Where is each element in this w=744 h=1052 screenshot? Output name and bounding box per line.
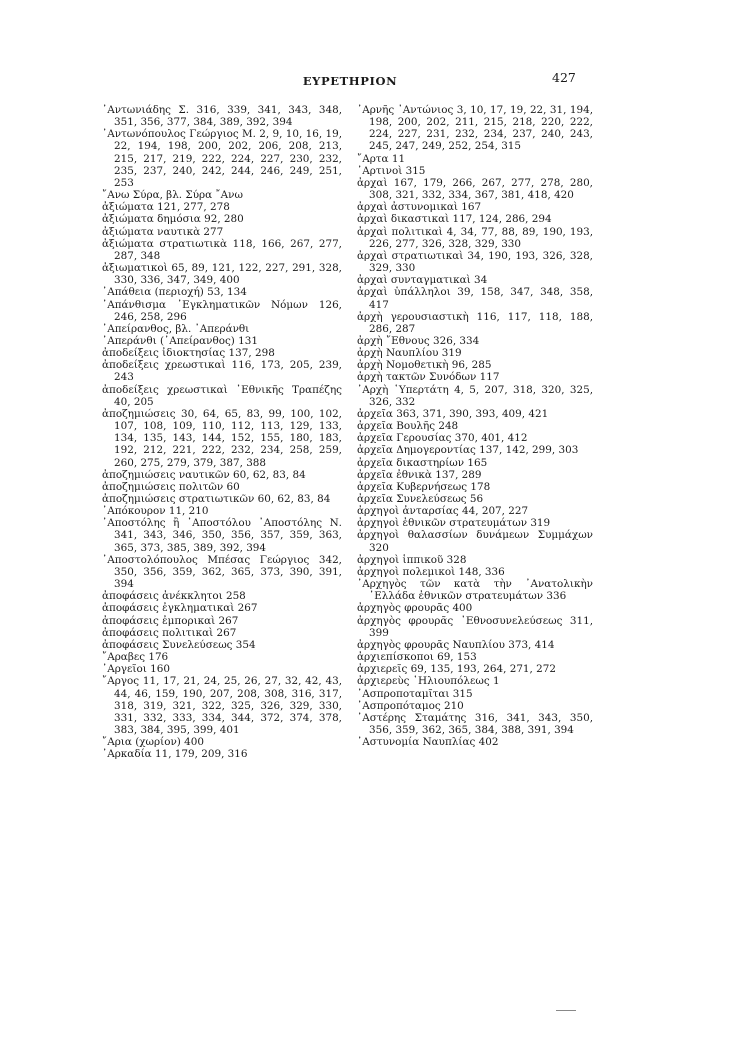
index-entry: ἀρχεῖα Γερουσίας 370, 401, 412 [357, 432, 528, 445]
index-entry: ἀρχαὶ ἀστυνομικαὶ 167 [357, 201, 482, 214]
index-entry: ἀρχεῖα ἐθνικὰ 137, 289 [357, 468, 482, 481]
index-entry: ἀξιώματα στρατιωτικὰ 118, 166, 267, 277, 287, 348 [102, 237, 342, 262]
index-entry: ᾿Αρχηγὸς τῶν κατὰ τὴν ᾿Ανατολικὴν ῾Ελλάδα ἐθνικῶν στρατευμάτων 336 [357, 578, 593, 603]
index-entry: ᾿Αντωνιάδης Σ. 316, 339, 341, 343, 348, 351, 356, 377, 384, 389, 392, 394 [102, 104, 342, 129]
index-entry: ἀρχιερεὺς ῾Ηλιουπόλεως 1 [357, 675, 500, 688]
index-entry: ᾿Απείρανθος, βλ. ᾿Απεράνθι [102, 322, 250, 335]
index-entry: ἀρχηγοὶ θαλασσίων δυνάμεων Συμμάχων 320 [357, 529, 593, 554]
index-entry: ᾿Απεράνθι (᾿Απείρανθος) 131 [102, 334, 258, 347]
index-entry: ἀρχηγὸς φρουρᾶς ᾿Εθνοσυνελεύσεως 311, 399 [357, 614, 593, 639]
index-entry: ἀποζημιώσεις στρατιωτικῶν 60, 62, 83, 84 [102, 493, 331, 505]
index-entry: ῎Αραβες 176 [102, 651, 169, 664]
index-entry: ᾿Αρχὴ ῾Υπερτάτη 4, 5, 207, 318, 320, 325, 326, 332 [357, 383, 593, 408]
index-entry: ᾿Αποστολόπουλος Μπέσας Γεώργιος 342, 350, 356, 359, 362, 365, 373, 390, 391, 394 [102, 553, 342, 591]
index-entry: ῎Αργος 11, 17, 21, 24, 25, 26, 27, 32, 42, 43, 44, 46, 159, 190, 207, 208, 308, 316, 317, 318, 319, 321, 322, 325, 326, 329, 330, 331, 332, 333, 334, 344, 372, 374, 378, 383, 384, 395, 399, 401 [102, 675, 342, 736]
index-entry: ἀρχαὶ πολιτικαὶ 4, 34, 77, 88, 89, 190, 193, 226, 277, 326, 328, 329, 330 [357, 225, 593, 250]
index-entry: ἀποφάσεις Συνελεύσεως 354 [102, 638, 256, 651]
index-entry: ᾿Απάθεια (περιοχή) 53, 134 [102, 286, 247, 299]
index-entry: ἀποφάσεις ἐγκληματικαὶ 267 [102, 602, 258, 615]
index-entry: ἀρχαὶ συνταγματικαὶ 34 [357, 274, 488, 287]
index-entry: ἀρχὴ ῎Εθνους 326, 334 [357, 334, 480, 347]
running-header-title: ΕΥΡΕΤΗΡΙΟΝ [302, 74, 398, 88]
index-entry: ἀξιώματα δημόσια 92, 280 [102, 213, 244, 226]
index-entry: ᾿Απόκουρον 11, 210 [102, 505, 209, 518]
index-entry: ἀποδείξεις χρεωστικαὶ 116, 173, 205, 239, 243 [102, 359, 342, 384]
index-entry: ἀρχεῖα Δημογεροντίας 137, 142, 299, 303 [357, 444, 579, 457]
index-entry: ἀρχηγοὶ ἀνταρσίας 44, 207, 227 [357, 505, 529, 518]
page-number: 427 [552, 70, 576, 85]
index-entry: ᾿Αρνῆς ᾿Αντώνιος 3, 10, 17, 19, 22, 31, 194, 198, 200, 202, 211, 215, 218, 220, 222, 224, 227, 231, 232, 234, 237, 240, 243, 245, 247, 249, 252, 254, 315 [357, 104, 593, 153]
index-entry: ἀρχὴ Ναυπλίου 319 [357, 347, 462, 360]
index-entry: ᾿Ασπροπόταμος 210 [357, 699, 464, 712]
index-entry: ῎Αρια (χωρίον) 400 [102, 736, 204, 749]
index-entry: ἀποδείξεις χρεωστικαὶ ᾿Εθνικῆς Τραπέζης 40, 205 [102, 383, 342, 408]
index-entry: ῎Ανω Σύρα, βλ. Σύρα ῎Ανω [102, 189, 243, 202]
index-entry: ἀποζημιώσεις 30, 64, 65, 83, 99, 100, 102, 107, 108, 109, 110, 112, 113, 129, 133, 134, 135, 143, 144, 152, 155, 180, 183, 192, 212, 221, 222, 232, 234, 258, 259, 260, 275, 279, 379, 387, 388 [102, 407, 342, 469]
index-entry: ᾿Αντωνόπουλος Γεώργιος Μ. 2, 9, 10, 16, 19, 22, 194, 198, 200, 202, 206, 208, 213, 215, 217, 219, 222, 224, 227, 230, 232, 235, 237, 240, 242, 244, 246, 249, 251, 253 [102, 128, 342, 189]
index-entry: ἀρχαὶ ὑπάλληλοι 39, 158, 347, 348, 358, 417 [357, 286, 593, 311]
index-entry: ἀρχεῖα Συνελεύσεως 56 [357, 493, 484, 505]
index-entry: ἀρχὴ γερουσιαστικὴ 116, 117, 118, 188, 286, 287 [357, 310, 593, 335]
index-entry: ᾿Αρκαδία 11, 179, 209, 316 [102, 748, 248, 761]
index-entry: ἀποδείξεις ἰδιοκτησίας 137, 298 [102, 347, 275, 360]
index-entry: ᾿Αργεῖοι 160 [102, 663, 170, 676]
index-column-right [357, 104, 593, 748]
index-entry: ἀρχὴ τακτῶν Συνόδων 117 [357, 371, 500, 384]
index-entry: ᾿Αποστόλης ἢ ᾿Αποστόλου ᾿Αποστόλης Ν. 341, 343, 346, 350, 356, 357, 359, 363, 365, 373, 385, 389, 392, 394 [102, 517, 342, 554]
index-entry: ἀρχαὶ στρατιωτικαὶ 34, 190, 193, 326, 328, 329, 330 [357, 249, 593, 275]
index-entry: ἀρχηγὸς φρουρᾶς Ναυπλίου 373, 414 [357, 638, 555, 651]
index-entry: ἀρχεῖα δικαστηρίων 165 [357, 456, 488, 469]
index-entry: ἀρχιεπίσκοποι 69, 153 [357, 651, 477, 664]
index-entry: ἀρχεῖα Βουλῆς 248 [357, 420, 459, 433]
index-entry: ἀρχηγοὶ πολεμικοὶ 148, 336 [357, 565, 505, 578]
index-entry: ἀρχεῖα Κυβερνήσεως 178 [357, 480, 491, 493]
index-entry: ῎Αρτα 11 [357, 152, 406, 165]
footer-rule [556, 1010, 576, 1011]
index-entry: ἀρχηγὸς φρουρᾶς 400 [357, 602, 473, 615]
index-entry: ἀρχαὶ δικαστικαὶ 117, 124, 286, 294 [357, 213, 552, 226]
index-entry: ἀρχεῖα 363, 371, 390, 393, 409, 421 [357, 407, 549, 420]
index-entry: ἀρχιερεῖς 69, 135, 193, 264, 271, 272 [357, 663, 556, 676]
index-entry: ἀποφάσεις ἐμπορικαὶ 267 [102, 614, 239, 627]
index-entry: ἀξιώματα ναυτικὰ 277 [102, 225, 224, 238]
index-entry: ἀποφάσεις πολιτικαὶ 267 [102, 626, 237, 639]
index-entry: ἀποζημιώσεις πολιτῶν 60 [102, 480, 240, 493]
index-column-left [102, 104, 342, 760]
index-entry: ἀρχηγοὶ ἐθνικῶν στρατευμάτων 319 [357, 517, 551, 530]
index-entry: ἀποζημιώσεις ναυτικῶν 60, 62, 83, 84 [102, 468, 306, 481]
index-entry: ἀρχαὶ 167, 179, 266, 267, 277, 278, 280, 308, 321, 332, 334, 367, 381, 418, 420 [357, 176, 593, 202]
index-entry: ἀρχηγοὶ ἱππικοῦ 328 [357, 553, 467, 566]
index-entry: ᾿Αστυνομία Ναυπλίας 402 [357, 736, 499, 749]
index-entry: ᾿Αστέρης Σταμάτης 316, 341, 343, 350, 356, 359, 362, 365, 384, 388, 391, 394 [357, 711, 593, 736]
index-entry: ἀξιώματα 121, 277, 278 [102, 201, 230, 214]
index-entry: ἀρχὴ Νομοθετικὴ 96, 285 [357, 359, 492, 372]
index-entry: ἀποφάσεις ἀνέκκλητοι 258 [102, 590, 246, 603]
index-entry: ᾿Απάνθισμα ᾿Εγκληματικῶν Νόμων 126, 246, 258, 296 [102, 298, 342, 323]
index-entry: ἀξιωματικοὶ 65, 89, 121, 122, 227, 291, 328, 330, 336, 347, 349, 400 [102, 262, 342, 287]
index-entry: ᾿Ασπροποταμῖται 315 [357, 687, 473, 700]
index-entry: ᾿Αρτινοὶ 315 [357, 164, 426, 177]
